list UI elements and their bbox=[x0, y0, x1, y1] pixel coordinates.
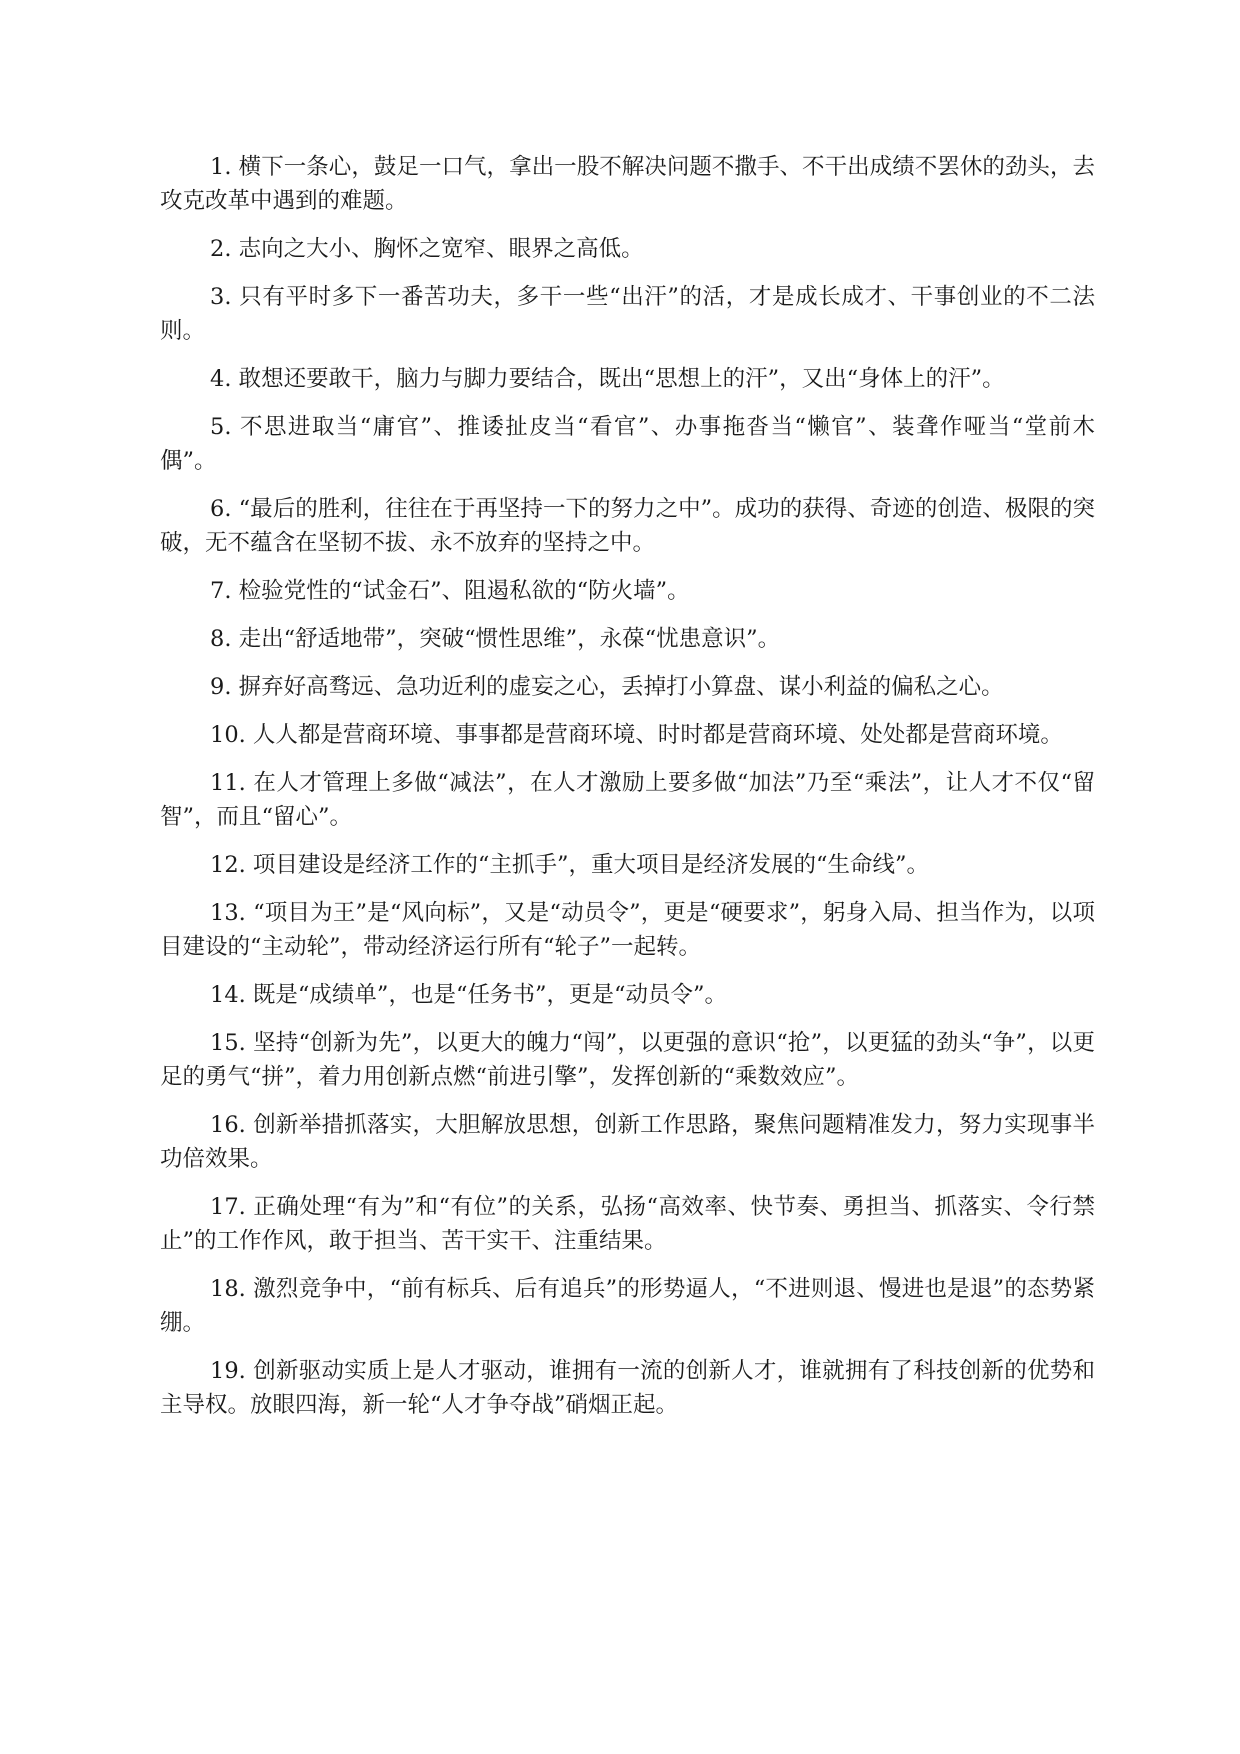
paragraph-12: 12. 项目建设是经济工作的“主抓手”，重大项目是经济发展的“生命线”。 bbox=[210, 852, 929, 878]
paragraph-6: 6. “最后的胜利，往往在于再坚持一下的努力之中”。成功的获得、奇迹的创造、极限的突破，无不蕴含在坚韧不拔、永不放弃的坚持之中。 bbox=[160, 496, 1095, 556]
paragraph-4: 4. 敢想还要敢干，脑力与脚力要结合，既出“思想上的汗”，又出“身体上的汗”。 bbox=[210, 366, 1005, 392]
paragraph-10: 10. 人人都是营商环境、事事都是营商环境、时时都是营商环境、处处都是营商环境。 bbox=[210, 722, 1063, 748]
paragraph-18: 18. 激烈竞争中，“前有标兵、后有追兵”的形势逼人，“不进则退、慢进也是退”的态势紧绷。 bbox=[160, 1276, 1095, 1336]
paragraph-8: 8. 走出“舒适地带”，突破“惯性思维”，永葆“忧患意识”。 bbox=[210, 626, 781, 652]
paragraph-14: 14. 既是“成绩单”，也是“任务书”，更是“动员令”。 bbox=[210, 982, 727, 1008]
paragraph-17: 17. 正确处理“有为”和“有位”的关系，弘扬“高效率、快节奏、勇担当、抓落实、令行禁止”的工作作风，敢于担当、苦干实干、注重结果。 bbox=[160, 1194, 1095, 1254]
paragraph-3: 3. 只有平时多下一番苦功夫，多干一些“出汗”的活，才是成长成才、干事创业的不二法则。 bbox=[160, 284, 1095, 344]
paragraph-5: 5. 不思进取当“庸官”、推诿扯皮当“看官”、办事拖沓当“懒官”、装聋作哑当“堂前木偶”。 bbox=[160, 414, 1095, 474]
paragraph-13: 13. “项目为王”是“风向标”，又是“动员令”，更是“硬要求”，躬身入局、担当作为，以项目建设的“主动轮”，带动经济运行所有“轮子”一起转。 bbox=[160, 900, 1095, 960]
paragraph-9: 9. 摒弃好高骛远、急功近利的虚妄之心，丢掉打小算盘、谋小利益的偏私之心。 bbox=[210, 674, 1004, 700]
paragraph-7: 7. 检验党性的“试金石”、阻遏私欲的“防火墙”。 bbox=[210, 578, 690, 604]
document-page bbox=[160, 150, 1095, 1436]
paragraph-11: 11. 在人才管理上多做“减法”，在人才激励上要多做“加法”乃至“乘法”，让人才不仅“留智”，而且“留心”。 bbox=[160, 770, 1095, 830]
paragraph-16: 16. 创新举措抓落实，大胆解放思想，创新工作思路，聚焦问题精准发力，努力实现事半功倍效果。 bbox=[160, 1112, 1095, 1172]
paragraph-15: 15. 坚持“创新为先”，以更大的魄力“闯”，以更强的意识“抢”，以更猛的劲头“争”，以更足的勇气“拼”，着力用创新点燃“前进引擎”，发挥创新的“乘数效应”。 bbox=[160, 1030, 1095, 1090]
paragraph-19: 19. 创新驱动实质上是人才驱动，谁拥有一流的创新人才，谁就拥有了科技创新的优势和主导权。放眼四海，新一轮“人才争夺战”硝烟正起。 bbox=[160, 1358, 1095, 1418]
paragraph-1: 1. 横下一条心，鼓足一口气，拿出一股不解决问题不撒手、不干出成绩不罢休的劲头，去攻克改革中遇到的难题。 bbox=[160, 154, 1095, 214]
paragraph-2: 2. 志向之大小、胸怀之宽窄、眼界之高低。 bbox=[210, 236, 644, 262]
